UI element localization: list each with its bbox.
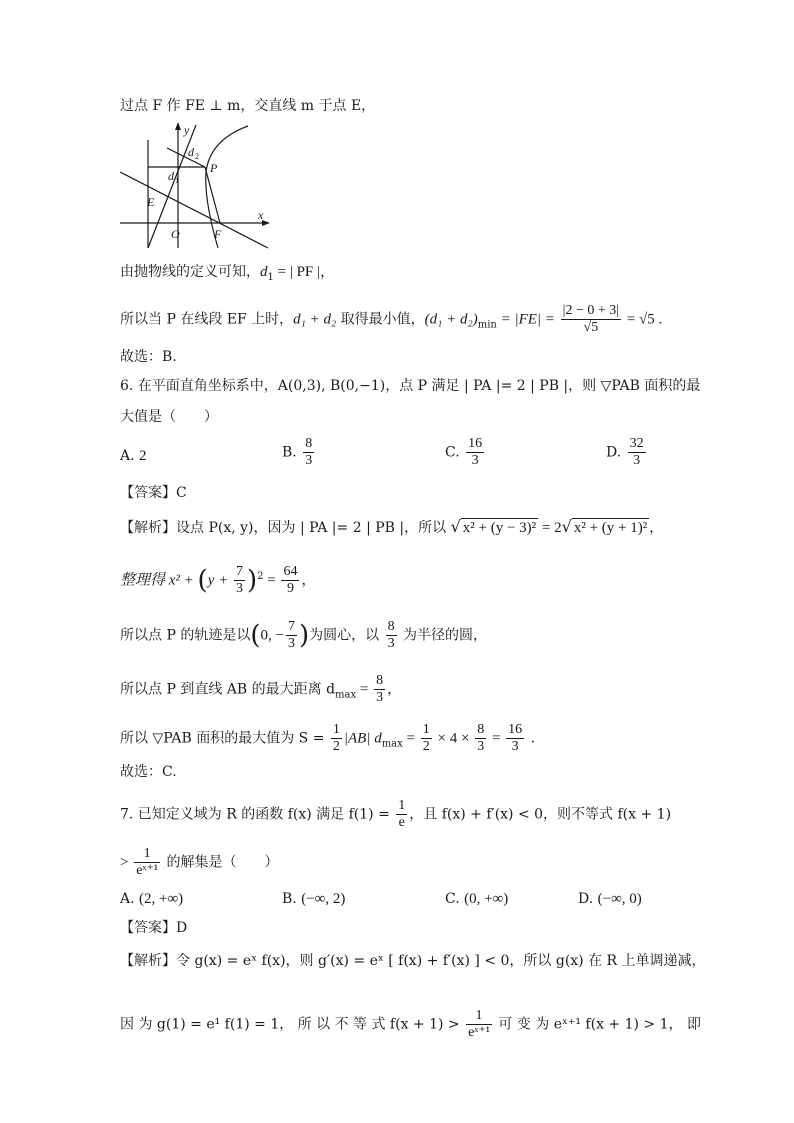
q7-answer: 【答案】D xyxy=(120,920,188,936)
q6-answer: 【答案】C xyxy=(120,485,187,501)
q6-stem-line2: 大值是（ ） xyxy=(120,409,218,425)
label-d1-sub: 1 xyxy=(175,176,179,185)
parabola-figure xyxy=(118,120,278,260)
intro-line: 过点 F 作 FE ⊥ m，交直线 m 于点 E， xyxy=(120,98,376,114)
q7-option-c: C. (0, +∞) xyxy=(445,891,509,907)
q6-analysis-line3: 所以点 P 的轨迹是以(0, − $\frac{7}{3}$ )为圆心，以 $\frac{8}{3}$ 为半径的圆， xyxy=(120,619,488,651)
q6-option-a: A. 2 xyxy=(120,448,147,464)
label-d2-sub: 2 xyxy=(195,152,199,161)
label-y: y xyxy=(184,123,190,137)
q6-choose: 故选：C. xyxy=(120,764,177,780)
q6-stem-line1: 6. 在平面直角坐标系中，A(0,3), B(0,−1)，点 P 满足 | PA |= 2 | PB |，则 ▽PAB 面积的最 xyxy=(120,378,701,394)
y-axis-arrow xyxy=(175,122,181,130)
minimum-line: 所以当 P 在线段 EF 上时，d₁ + d₂ 取得最小值，$(d_1 + d_2)_{min} = |FE|$ = $\frac{|2 - 0 + 3|}{√5}$ = √5 . xyxy=(120,303,663,335)
q6-analysis-line1: 【解析】设点 P(x, y)，因为 | PA |= 2 | PB |，所以 √ x² + (y − 3)² = 2√ x² + (y + 1)² ， xyxy=(120,517,664,536)
label-F: F xyxy=(214,227,222,241)
label-d1: d xyxy=(168,169,174,183)
q7-analysis-line1: 【解析】令 g(x) = eˣ f(x)，则 g′(x) = eˣ [ f(x) + f′(x) ] < 0，所以 g(x) 在 R 上单调递减， xyxy=(120,953,706,969)
q6-option-b: B. $\frac{8}{3}$ xyxy=(282,436,313,468)
label-E: E xyxy=(147,195,155,209)
parabola-curve xyxy=(206,126,248,248)
q7-option-b: B. (−∞, 2) xyxy=(282,891,346,907)
q6-option-c: C. $\frac{16}{3}$ xyxy=(445,436,483,468)
q7-stem-line2: > $\frac{1}{\text{eˣ⁺¹}}$ 的解集是（ ） xyxy=(120,846,279,878)
fraction-distance: $\frac{|2 - 0 + 3|}{√5}$ xyxy=(562,303,620,335)
q7-option-a: A. (2, +∞) xyxy=(120,891,184,907)
line-through-E-F xyxy=(120,172,268,248)
q7-stem-line1: 7. 已知定义域为 R 的函数 f(x) 满足 f(1) = $\frac{1}{e}$ ，且 f(x) + f′(x) < 0，则不等式 f(x + 1) xyxy=(120,798,672,830)
parabola-definition-line: 由抛物线的定义可知，$d_1$ = | PF |， xyxy=(120,264,336,283)
q7-option-d: D. (−∞, 0) xyxy=(578,891,642,907)
q6-option-d: D. $\frac{32}{3}$ xyxy=(606,436,644,468)
label-d2: d xyxy=(188,145,194,159)
answer-choose-b: 故选：B. xyxy=(120,349,177,365)
label-O: O xyxy=(171,227,180,241)
q7-analysis-line2: 因 为 g(1) = e¹ f(1) = 1， 所 以 不 等 式 f(x + 1) > $\frac{1}{\text{eˣ⁺¹}}$ 可 变 为 eˣ⁺¹ f(x + 1) > 1， 即 xyxy=(120,1008,701,1040)
q6-analysis-line5: 所以 ▽PAB 面积的最大值为 S = $\frac{1}{2}$ |AB| $d_{max}$ = $\frac{1}{2}$ × 4 × $\frac{8}{3}$ = $\frac{16}{3}$ . xyxy=(120,722,536,754)
q6-analysis-line4: 所以点 P 到直线 AB 的最大距离 $d_{max}$ = $\frac{8}{3}$ ， xyxy=(120,673,402,705)
q6-analysis-line2: 整理得 x² + (y + $\frac{7}{3}$ )$^2$ = $\frac{64}{9}$ ， xyxy=(120,564,316,596)
label-P: P xyxy=(210,161,218,175)
label-x: x xyxy=(258,208,264,222)
